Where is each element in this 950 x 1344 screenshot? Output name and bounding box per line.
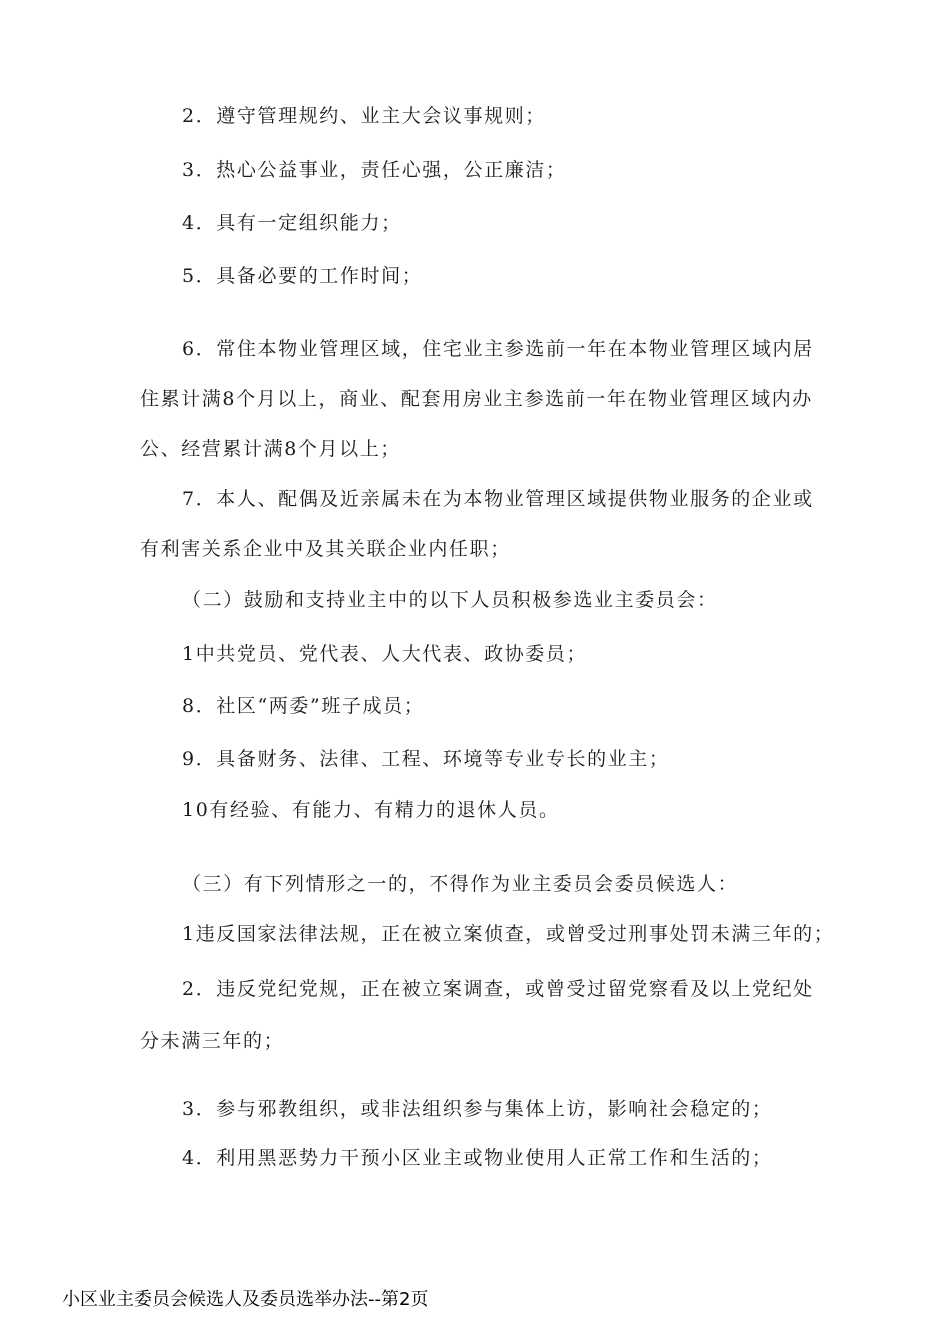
- text-line: 5．具备必要的工作时间；: [182, 265, 423, 287]
- text-line: 1中共党员、党代表、人大代表、政协委员；: [182, 643, 588, 665]
- text-line: 住累计满8个月以上，商业、配套用房业主参选前一年在物业管理区域内办: [140, 388, 813, 410]
- text-line: （二）鼓励和支持业主中的以下人员积极参选业主委员会：: [182, 589, 718, 611]
- text-line: 公、经营累计满8个月以上；: [140, 438, 401, 460]
- text-line: 3．热心公益事业，责任心强，公正廉洁；: [182, 159, 567, 181]
- text-line: 2．遵守管理规约、业主大会议事规则；: [182, 105, 546, 127]
- text-line: 10有经验、有能力、有精力的退休人员。: [182, 799, 560, 821]
- text-line: 9．具备财务、法律、工程、环境等专业专长的业主；: [182, 748, 670, 770]
- text-line: 分未满三年的；: [140, 1030, 285, 1052]
- page-footer: 小区业主委员会候选人及委员选举办法--第2页: [62, 1289, 429, 1310]
- text-line: （三）有下列情形之一的，不得作为业主委员会委员候选人：: [182, 873, 739, 895]
- text-line: 3．参与邪教组织，或非法组织参与集体上访，影响社会稳定的；: [182, 1098, 773, 1120]
- text-line: 6．常住本物业管理区域，住宅业主参选前一年在本物业管理区域内居: [182, 338, 814, 360]
- text-line: 2．违反党纪党规，正在被立案调查，或曾受过留党察看及以上党纪处: [182, 978, 814, 1000]
- text-line: 4．利用黑恶势力干预小区业主或物业使用人正常工作和生活的；: [182, 1147, 773, 1169]
- text-line: 4．具有一定组织能力；: [182, 212, 402, 234]
- text-line: 有利害关系企业中及其关联企业内任职；: [140, 538, 511, 560]
- text-line: 8．社区“两委”班子成员；: [182, 695, 425, 717]
- text-line: 1违反国家法律法规，正在被立案侦查，或曾受过刑事处罚未满三年的；: [182, 923, 835, 945]
- text-line: 7．本人、配偶及近亲属未在为本物业管理区域提供物业服务的企业或: [182, 488, 814, 510]
